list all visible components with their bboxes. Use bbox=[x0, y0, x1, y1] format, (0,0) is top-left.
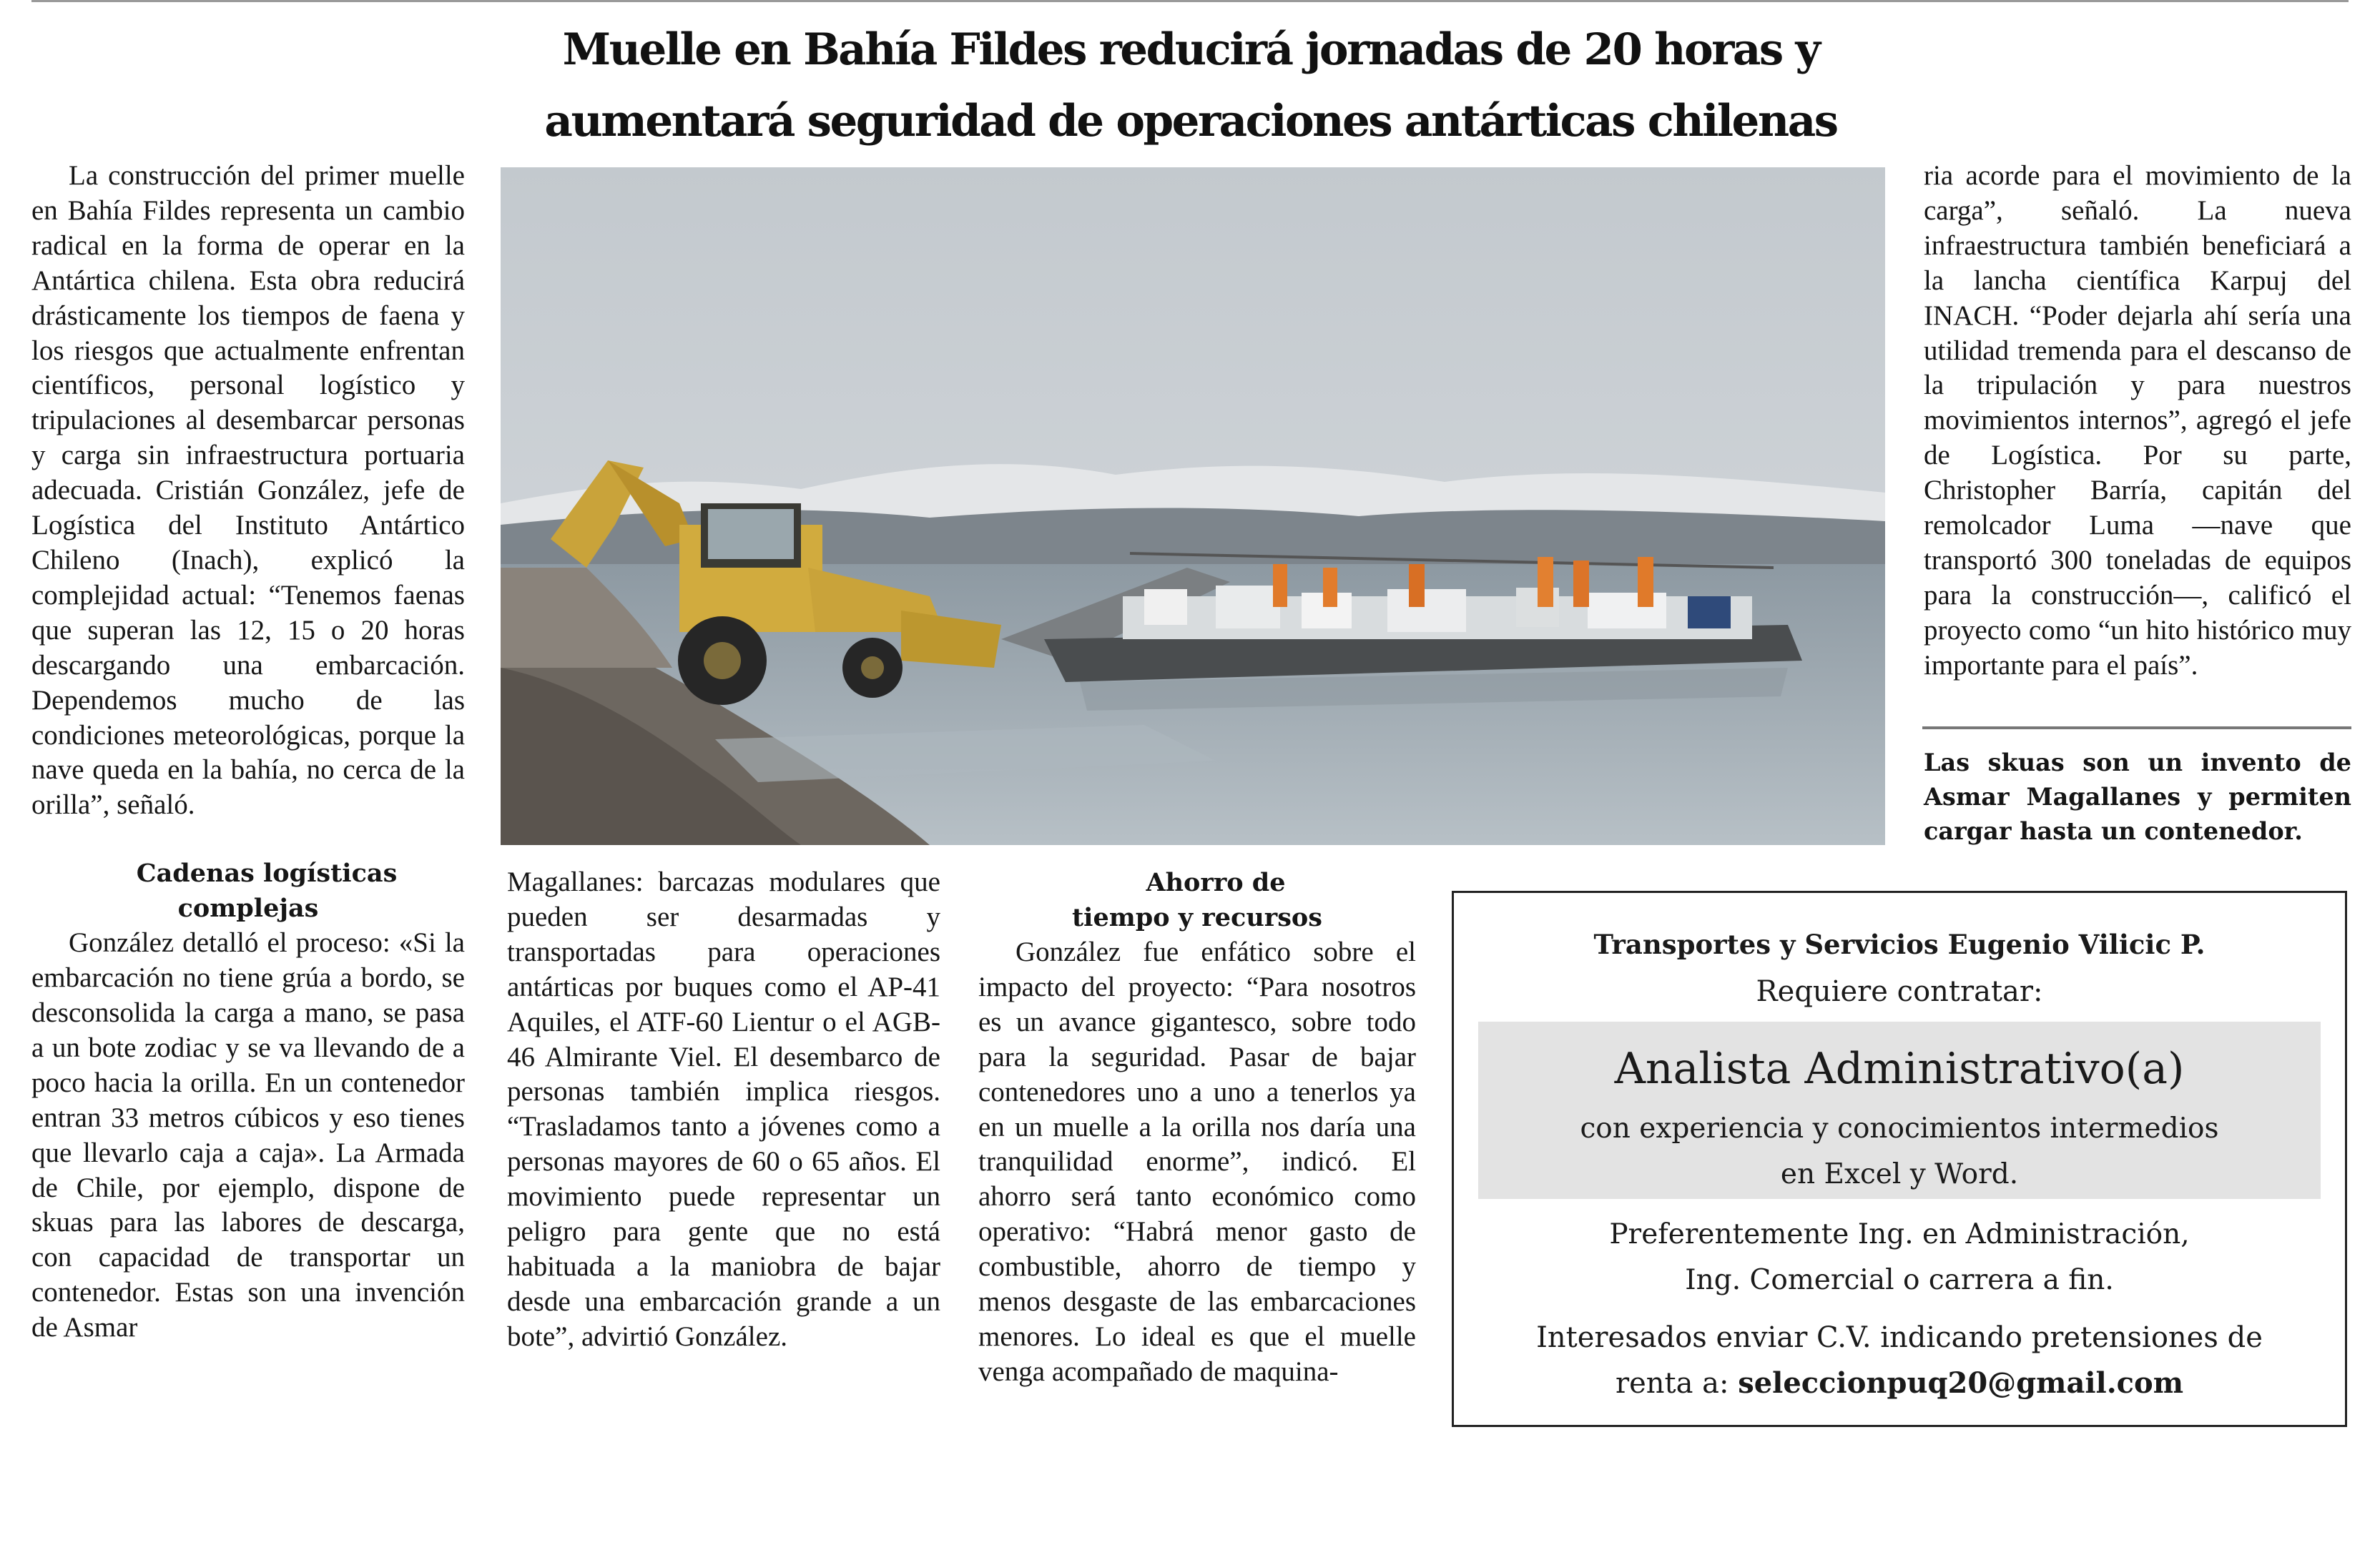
headline-line-2: aumentará seguridad de operaciones antárticas chilenas bbox=[544, 96, 1837, 147]
ad-company: Transportes y Servicios Eugenio Vilicic P. bbox=[1593, 929, 2206, 960]
article-column-1 bbox=[31, 159, 465, 1346]
subheading-ahorro: Ahorro de tiempo y recursos bbox=[1072, 868, 1322, 932]
ad-contact-line: Interesados enviar C.V. indicando pretensiones de bbox=[1536, 1321, 2263, 1354]
ad-requiere: Requiere contratar: bbox=[1756, 975, 2043, 1008]
article-column-3 bbox=[978, 865, 1416, 1390]
ad-email[interactable]: seleccionpuq20@gmail.com bbox=[1738, 1366, 2184, 1400]
ad-position-title: Analista Administrativo(a) bbox=[1614, 1044, 2185, 1094]
ad-requirements-line: en Excel y Word. bbox=[1780, 1158, 2019, 1190]
caption-rule bbox=[1922, 726, 2351, 729]
article-paragraph: ria acorde para el movimiento de la carga”, señaló. La nueva infraestructura también beneficiará a la lancha científica Karpuj del INACH. “Poder dejarla ahí sería una utilidad tremenda para el descanso de la tripulación y para nuestros movimientos internos”, agregó el jefe de Logística. Por su parte, Christopher Barría, capitán del remolcador Luma —nave que transportó 300 toneladas de equipos para la construcción—, calificó el proyecto como “un hito histórico muy importante para el país”. bbox=[1924, 160, 2351, 681]
article-paragraph: La construcción del primer muelle en Bahía Fildes representa un cambio radical en la forma de operar en la Antártica chilena. Esta obra reducirá drásticamente los tiempos de faena y los riesgos que actualmente enfrentan científicos, personal logístico y tripulaciones al desembarcar personas y carga sin infraestructura portuaria adecuada. Cristián González, jefe de Logística del Instituto Antártico Chileno (Inach), explicó la complejidad actual: “Tenemos faenas que superan las 12, 15 o 20 horas descargando una embarcación. Dependemos mucho de las condiciones meteorológicas, porque la nave queda en la bahía, no cerca de la orilla”, señaló. bbox=[31, 160, 465, 821]
article-photo bbox=[501, 167, 1885, 845]
article-column-2 bbox=[507, 865, 940, 1355]
ad-requirements-line: con experiencia y conocimientos intermedios bbox=[1580, 1112, 2219, 1145]
article-paragraph: Magallanes: barcazas modulares que pueden ser desarmadas y transportadas para operaciones antárticas por buques como el AP-41 Aquiles, el ATF-60 Lientur o el AGB-46 Almirante Viel. El desembarco de personas también implica riesgos. “Trasladamos tanto a jóvenes como a personas mayores de 60 o 65 años. El movimiento puede representar un peligro para gente que no está habituada a la maniobra de bajar desde una embarcación grande a un bote”, advirtió González. bbox=[507, 867, 940, 1352]
ad-contact bbox=[1454, 1315, 2345, 1406]
top-rule bbox=[31, 0, 2349, 2]
article-paragraph: González fue enfático sobre el impacto del proyecto: “Para nosotros es un avance gigantesco, sobre todo para la seguridad. Pasar de bajar contenedores uno a uno a tenerlos ya en un muelle a la orilla nos daría una tranquilidad enorme”, indicó. El ahorro será tanto económico como operativo: “Habrá menor gasto de combustible, ahorro de tiempo y menos desgaste de las embarcaciones menores. Lo ideal es que el muelle venga acompañado de maquina- bbox=[978, 937, 1416, 1387]
photo-caption: Las skuas son un invento de Asmar Magallanes y permiten cargar hasta un contenedor. bbox=[1924, 749, 2351, 845]
ad-preferences bbox=[1454, 1212, 2345, 1303]
ad-preferences-line: Preferentemente Ing. en Administración, bbox=[1609, 1218, 2190, 1250]
ad-contact-prefix: renta a: bbox=[1615, 1367, 1739, 1400]
ad-position-band bbox=[1478, 1022, 2321, 1199]
job-ad bbox=[1452, 891, 2347, 1427]
headline bbox=[458, 14, 1924, 157]
ad-contact-line bbox=[1454, 1361, 2345, 1406]
ad-preferences-line: Ing. Comercial o carrera a fin. bbox=[1685, 1264, 2114, 1296]
article-column-4 bbox=[1924, 159, 2351, 683]
headline-line-1: Muelle en Bahía Fildes reducirá jornadas de 20 horas y bbox=[562, 24, 1819, 75]
ad-requirements bbox=[1478, 1106, 2321, 1198]
subheading-cadenas: Cadenas logísticas complejas bbox=[136, 859, 398, 924]
photo-illustration bbox=[501, 167, 1885, 845]
article-paragraph: González detalló el proceso: «Si la embarcación no tiene grúa a bordo, se desconsolida la carga a mano, se pasa a un bote zodiac y se va llevando de a poco hacia la orilla. En un contenedor entran 33 metros cúbicos y eso tienes que llevarlo caja a caja». La Armada de Chile, por ejemplo, dispone de skuas para las labores de descarga, con capacidad de transportar un contenedor. Estas son una invención de Asmar bbox=[31, 927, 465, 1343]
